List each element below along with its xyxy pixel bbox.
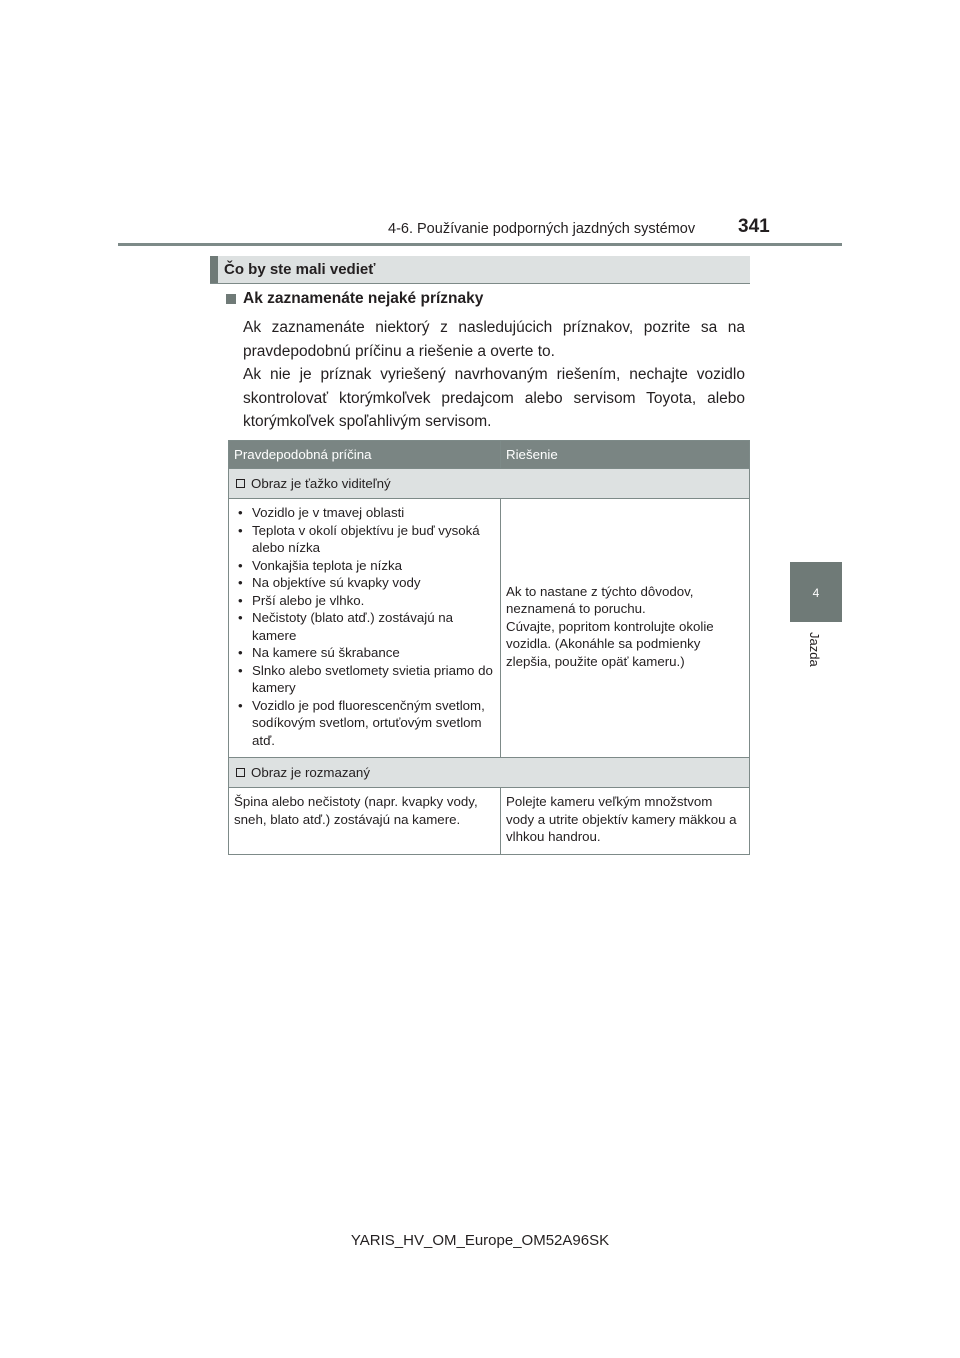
chapter-tab: [790, 562, 842, 622]
subheading-square-icon: [226, 294, 236, 304]
cause-cell: Špina alebo nečistoty (napr. kvapky vody, sneh, blato atď.) zostávajú na kamere.: [229, 788, 501, 855]
group-title: Obraz je rozmazaný: [251, 765, 370, 780]
group-row: [229, 758, 750, 788]
list-item: • Teplota v okolí objektívu je buď vysoká alebo nízka: [234, 522, 495, 557]
list-item: • Vonkajšia teplota je nízka: [234, 557, 495, 575]
group-title: Obraz je ťažko viditeľný: [251, 476, 391, 491]
list-item: • Vozidlo je v tmavej oblasti: [234, 504, 495, 522]
footer-code: YARIS_HV_OM_Europe_OM52A96SK: [350, 1232, 610, 1249]
note-paragraph: Ak nie je príznak vyriešený navrhovaným riešením, nechajte vozidlo skontrolovať ktorýmkoľvek predajcom alebo servisom Toyota, alebo ktorýmkoľvek spoľahlivým servisom.: [243, 366, 745, 430]
section-title: Čo by ste mali vedieť: [224, 261, 376, 278]
header-title: 4-6. Používanie podporných jazdných systémov: [388, 221, 696, 237]
header-solution: Riešenie: [501, 441, 750, 469]
cause-list: [234, 504, 495, 749]
group-row: [229, 469, 750, 499]
list-item: • Na kamere sú škrabance: [234, 644, 495, 662]
page-number: 341: [738, 216, 770, 237]
cause-cell: [229, 499, 501, 758]
section-title-bar: [210, 256, 218, 283]
list-item: • Vozidlo je pod fluorescenčným svetlom, sodíkovým svetlom, ortuťovým svetlom atď.: [234, 697, 495, 750]
header-rule: [118, 243, 842, 246]
solution-cell: Polejte kameru veľkým množstvom vody a utrite objektív kamery mäkkou a vlhkou handrou.: [501, 788, 750, 855]
chapter-label: [808, 632, 824, 692]
table-row: [229, 788, 750, 855]
table-row: [229, 499, 750, 758]
chapter-number: 4: [812, 586, 820, 600]
list-item: • Na objektíve sú kvapky vody: [234, 574, 495, 592]
chapter-label-text: Jazda: [807, 632, 822, 667]
checkbox-icon: [236, 479, 245, 488]
list-item: • Slnko alebo svetlomety svietia priamo do kamery: [234, 662, 495, 697]
group-title-cell: [229, 469, 750, 499]
troubleshooting-table: [228, 440, 750, 855]
header-cause: Pravdepodobná príčina: [229, 441, 501, 469]
list-item: • Nečistoty (blato atď.) zostávajú na kamere: [234, 609, 495, 644]
solution-cell: Ak to nastane z týchto dôvodov, neznamená to poruchu. Cúvajte, popritom kontrolujte okolie vozidla. (Akonáhle sa podmienky zlepšia, použite opäť kameru.): [501, 499, 750, 758]
list-item: • Prší alebo je vlhko.: [234, 592, 495, 610]
group-title-cell: [229, 758, 750, 788]
intro-paragraph: Ak zaznamenáte niektorý z nasledujúcich príznakov, pozrite sa na pravdepodobnú príčinu a riešenie a overte to.: [243, 319, 745, 360]
section-title-box: [210, 256, 750, 284]
table-header-row: [229, 441, 750, 469]
subheading: Ak zaznamenáte nejaké príznaky: [243, 290, 484, 307]
checkbox-icon: [236, 768, 245, 777]
